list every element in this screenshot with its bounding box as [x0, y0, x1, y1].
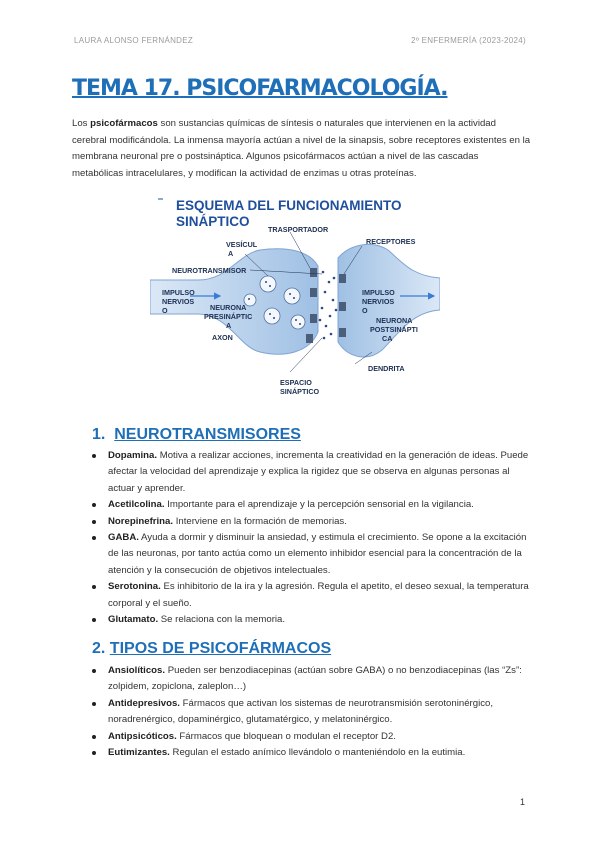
- diagram-title-line1: ESQUEMA DEL FUNCIONAMIENTO: [176, 198, 402, 213]
- list-item: [90, 612, 530, 628]
- section1-title: NEUROTRANSMISORES: [114, 426, 301, 443]
- title-prefix: TEMA 17.: [72, 76, 180, 101]
- list-item-text: Ayuda a dormir y disminuir la ansiedad, y estimula el crecimiento. Se opone a la excitación de las neuronas, por tanto actúa como un elemento inhibidor esencial para la concentración de la atención y la consecución de objetivos intelectuales.: [108, 532, 527, 576]
- list-item-text: Interviene en la formación de memorias.: [173, 515, 347, 527]
- list-item-term: Ansiolíticos.: [108, 665, 166, 676]
- corner-mark: [158, 198, 163, 200]
- label-vesicula-2: A: [228, 249, 234, 258]
- list-item-text: Regulan el estado anímico llevándolo o manteniéndolo en la eutimia.: [169, 747, 466, 759]
- list-item: [90, 530, 530, 579]
- label-neurotransmisor: NEUROTRANSMISOR: [172, 266, 247, 275]
- list-item-term: Norepinefrina.: [108, 515, 174, 527]
- section-heading-tipos: [92, 640, 331, 658]
- list-item-term: Antidepresivos.: [108, 697, 180, 709]
- title-text: PSICOFARMACOLOGÍA.: [179, 76, 448, 101]
- label-impulso-pre-3: O: [162, 306, 168, 315]
- label-neurona-pre-1: NEURONA: [210, 303, 247, 312]
- intro-post: son sustancias químicas de síntesis o naturales que intervienen en la actividad cerebral modificándola. La inmensa mayoría actúan a nivel de la sinapsis, sobre receptores existentes en la membrana neuronal pre o postsináptica. Algunos psicofármacos actúan a nivel de las cascadas metabólicas intracelulares, y modifican la actividad de enzimas u otras proteínas.: [72, 118, 531, 179]
- section2-number: 2.: [92, 640, 106, 657]
- list-item-term: Acetilcolina.: [108, 499, 165, 511]
- label-vesicula-1: VESÍCUL: [226, 240, 258, 249]
- label-neurona-post-3: CA: [382, 334, 393, 343]
- header-author: LAURA ALONSO FERNÁNDEZ: [74, 36, 194, 45]
- list-item-term: Eutimizantes.: [108, 747, 170, 759]
- list-item: [90, 696, 530, 729]
- list-item-text: Pueden ser benzodiacepinas (actúan sobre GABA) o no benzodiacepinas (las “Zs”: zolpidem, zopiclona, zaleplon…): [108, 665, 522, 693]
- list-item-text: Es inhibitorio de la ira y la agresión. Regula el apetito, el deseo sexual, la temperatura corporal y el sueño.: [108, 581, 529, 609]
- label-receptores: RECEPTORES: [366, 237, 416, 246]
- list-item: [90, 514, 530, 530]
- neurotransmitter-dots: [319, 271, 338, 340]
- list-item: [90, 579, 530, 612]
- list-item-text: Importante para el aprendizaje y la percepción sensorial en la vigilancia.: [164, 499, 474, 511]
- label-neurona-post-1: NEURONA: [376, 316, 413, 325]
- synapse-diagram: [150, 192, 440, 402]
- label-axon: AXON: [212, 333, 233, 342]
- list-item: [90, 729, 530, 745]
- diagram-title-line2: SINÁPTICO: [176, 214, 250, 229]
- page-title: [72, 76, 447, 101]
- section2-title: TIPOS DE PSICOFÁRMACOS: [109, 640, 332, 657]
- list-item: [90, 663, 530, 696]
- list-item: [90, 745, 530, 761]
- intro-pre: Los: [72, 118, 91, 129]
- page-number: 1: [519, 797, 525, 807]
- list-item: [90, 497, 530, 513]
- list-item-term: Glutamato.: [108, 614, 159, 626]
- list-item-text: Fármacos que bloquean o modulan el receptor D2.: [176, 730, 396, 742]
- label-impulso-post-1: IMPULSO: [362, 288, 395, 297]
- list-item-term: GABA.: [108, 532, 139, 544]
- neurotransmisores-list: [90, 448, 530, 628]
- label-impulso-pre-2: NERVIOS: [162, 297, 195, 306]
- section-heading-neurotransmisores: [92, 426, 301, 444]
- list-item-term: Antipsicóticos.: [108, 730, 177, 742]
- label-transportador: TRASPORTADOR: [268, 225, 329, 234]
- list-item-term: Dopamina.: [108, 450, 158, 461]
- psicofarmacos-list: [90, 663, 530, 761]
- label-espacio-2: SINÁPTICO: [280, 387, 320, 396]
- intro-bold-term: psicofármacos: [90, 118, 158, 129]
- section1-number: 1.: [92, 426, 106, 443]
- label-impulso-pre-1: IMPULSO: [162, 288, 195, 297]
- label-neurona-pre-3: A: [226, 321, 232, 330]
- header-course: 2º ENFERMERÍA (2023-2024): [411, 36, 526, 45]
- label-impulso-post-3: O: [362, 306, 368, 315]
- list-item-text: Se relaciona con la memoria.: [158, 614, 286, 626]
- list-item: [90, 448, 530, 497]
- label-dendrita: DENDRITA: [368, 364, 405, 373]
- intro-paragraph: [72, 116, 532, 182]
- label-neurona-post-2: POSTSINÁPTI: [370, 325, 418, 334]
- list-item-term: Serotonina.: [108, 581, 161, 593]
- label-impulso-post-2: NERVIOS: [362, 297, 395, 306]
- list-item-text: Fármacos que activan los sistemas de neurotransmisión serotoninérgico, noradrenérgico, dopaminérgico, glutamatérgico, y melatoninérgico.: [108, 697, 493, 726]
- label-neurona-pre-2: PRESINÁPTIC: [204, 312, 253, 321]
- list-item-text: Motiva a realizar acciones, incrementa la creatividad en la generación de ideas. Puede afectar la velocidad del aprendizaje y explica la rigidez que se observa en algunas personas al actuar y aprender.: [108, 450, 529, 494]
- label-espacio-1: ESPACIO: [280, 378, 312, 387]
